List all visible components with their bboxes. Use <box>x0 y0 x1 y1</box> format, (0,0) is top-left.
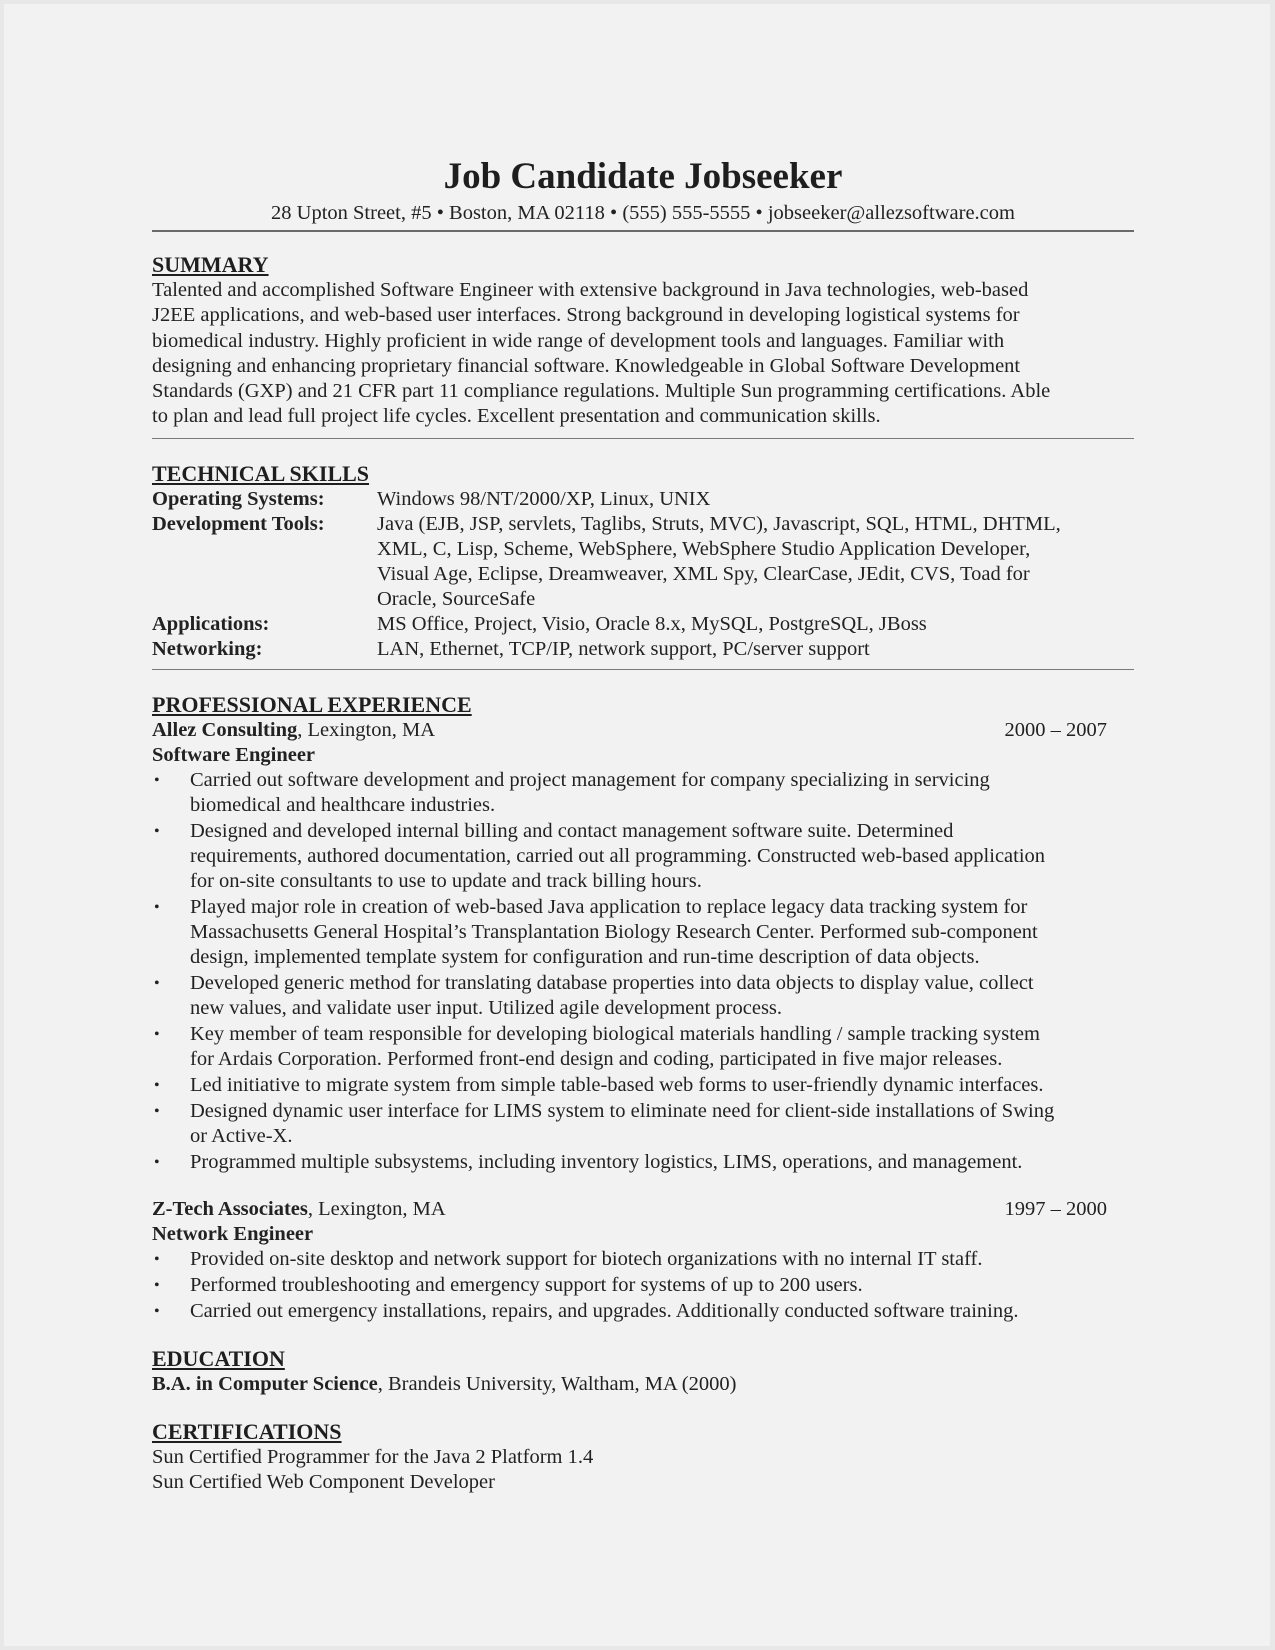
bullet-icon: • <box>154 1025 160 1043</box>
skill-value <box>377 487 1134 512</box>
bullet-icon: • <box>154 974 160 992</box>
skill-label: Operating Systems: <box>152 487 325 510</box>
bullet-line: Massachusetts General Hospital’s Transplantation Biology Research Center. Performed sub-component <box>190 920 1038 943</box>
experience-title: PROFESSIONAL EXPERIENCE <box>152 691 472 717</box>
bullet-line: Led initiative to migrate system from simple table-based web forms to user-friendly dynamic interfaces. <box>190 1073 1044 1096</box>
bullet-line: Designed dynamic user interface for LIMS system to eliminate need for client-side installations of Swing <box>190 1099 1055 1122</box>
job-dates: 2000 – 2007 <box>1004 718 1107 741</box>
list-item <box>152 819 1134 894</box>
job-employer <box>152 1197 446 1222</box>
bullet-line: for on-site consultants to use to update and track billing hours. <box>190 869 702 892</box>
job-bullets <box>152 768 1134 1175</box>
bullet-line: new values, and validate user input. Utilized agile development process. <box>190 996 783 1019</box>
bullet-icon: • <box>154 898 160 916</box>
bullet-icon: • <box>154 1102 160 1120</box>
bullet-line: or Active-X. <box>190 1124 293 1147</box>
skill-value <box>377 612 1134 637</box>
summary-line: to plan and lead full project life cycles. Excellent presentation and communication skills. <box>152 405 881 428</box>
bullet-icon: • <box>154 822 160 840</box>
skill-value-line: LAN, Ethernet, TCP/IP, network support, PC/server support <box>377 637 870 660</box>
list-item <box>152 1099 1134 1149</box>
bullet-icon: • <box>154 1302 160 1320</box>
skill-value-line: Windows 98/NT/2000/XP, Linux, UNIX <box>377 487 711 510</box>
skills-row-networking <box>152 637 1134 662</box>
certification-item: Sun Certified Web Component Developer <box>152 1470 495 1493</box>
job-location: , Lexington, MA <box>297 718 436 741</box>
summary-line: Standards (GXP) and 21 CFR part 11 compliance regulations. Multiple Sun programming certifications. Able <box>152 380 1051 403</box>
bullet-line: Carried out emergency installations, repairs, and upgrades. Additionally conducted software training. <box>190 1299 1019 1322</box>
resume-content <box>152 154 1134 1495</box>
list-item <box>152 895 1134 970</box>
resume-page <box>4 4 1270 1646</box>
summary-text <box>152 278 1134 430</box>
skills-row-dev-tools <box>152 512 1134 612</box>
skill-label: Applications: <box>152 612 270 635</box>
bullet-icon: • <box>154 1276 160 1294</box>
job-company: Z-Tech Associates <box>152 1197 308 1220</box>
skill-value <box>377 637 1134 662</box>
skills-row-os <box>152 487 1134 512</box>
job-entry <box>152 718 1134 1175</box>
bullet-line: Programmed multiple subsystems, including inventory logistics, LIMS, operations, and management. <box>190 1150 1023 1173</box>
candidate-name: Job Candidate Jobseeker <box>443 156 843 197</box>
bullet-line: Played major role in creation of web-based Java application to replace legacy data tracking system for <box>190 895 1028 918</box>
summary-title: SUMMARY <box>152 252 269 277</box>
skills-divider <box>152 669 1134 670</box>
job-role: Network Engineer <box>152 1222 314 1245</box>
header-divider <box>152 230 1134 232</box>
job-company: Allez Consulting <box>152 718 298 741</box>
summary-section <box>152 252 1134 439</box>
skill-value-line: Oracle, SourceSafe <box>377 587 536 610</box>
job-employer <box>152 718 435 743</box>
skill-value-line: XML, C, Lisp, Scheme, WebSphere, WebSphere Studio Application Developer, <box>377 537 1031 560</box>
summary-line: biomedical industry. Highly proficient in wide range of development tools and languages. Familiar with <box>152 329 1005 352</box>
list-item <box>152 1247 1134 1272</box>
education-detail: , Brandeis University, Waltham, MA (2000) <box>377 1372 737 1395</box>
bullet-line: design, implemented template system for configuration and run-time description of data objects. <box>190 945 980 968</box>
summary-line: Talented and accomplished Software Engineer with extensive background in Java technologies, web-based <box>152 279 1029 301</box>
bullet-icon: • <box>154 1076 160 1094</box>
skill-label: Networking: <box>152 637 263 660</box>
job-entry <box>152 1197 1134 1324</box>
experience-section <box>152 692 1134 1324</box>
bullet-line: biomedical and healthcare industries. <box>190 793 496 816</box>
education-section <box>152 1346 1134 1397</box>
list-item <box>152 1273 1134 1298</box>
skill-value-line: Visual Age, Eclipse, Dreamweaver, XML Spy, ClearCase, JEdit, CVS, Toad for <box>377 562 1030 585</box>
list-item <box>152 1073 1134 1098</box>
bullet-line: Carried out software development and project management for company specializing in servicing <box>190 768 990 791</box>
list-item <box>152 1022 1134 1072</box>
education-degree: B.A. in Computer Science <box>152 1372 378 1395</box>
job-dates: 1997 – 2000 <box>1004 1197 1107 1220</box>
skill-label: Development Tools: <box>152 512 325 535</box>
job-header <box>152 1197 1134 1222</box>
bullet-icon: • <box>154 1250 160 1268</box>
list-item <box>152 1299 1134 1324</box>
bullet-line: Designed and developed internal billing and contact management software suite. Determined <box>190 819 954 842</box>
skill-value-line: MS Office, Project, Visio, Oracle 8.x, MySQL, PostgreSQL, JBoss <box>377 612 927 635</box>
education-title: EDUCATION <box>152 1345 285 1371</box>
summary-divider <box>152 438 1134 439</box>
skills-title: TECHNICAL SKILLS <box>152 460 370 486</box>
summary-line: designing and enhancing proprietary financial software. Knowledgeable in Global Software Development <box>152 354 1021 377</box>
job-location: , Lexington, MA <box>307 1197 446 1220</box>
skills-section <box>152 461 1134 670</box>
bullet-line: Developed generic method for translating database properties into data objects to display value, collect <box>190 971 1034 994</box>
bullet-line: Performed troubleshooting and emergency support for systems of up to 200 users. <box>190 1273 863 1296</box>
bullet-icon: • <box>154 771 160 789</box>
list-item <box>152 768 1134 818</box>
certifications-title: CERTIFICATIONS <box>152 1418 342 1444</box>
contact-line: 28 Upton Street, #5 • Boston, MA 02118 • (555) 555-5555 • jobseeker@allezsoftware.com <box>271 202 1015 224</box>
skill-value <box>377 512 1134 612</box>
certification-item: Sun Certified Programmer for the Java 2 Platform 1.4 <box>152 1445 594 1468</box>
bullet-line: Key member of team responsible for developing biological materials handling / sample tracking system <box>190 1022 1040 1045</box>
bullet-line: Provided on-site desktop and network support for biotech organizations with no internal IT staff. <box>190 1247 983 1270</box>
skills-row-applications <box>152 612 1134 637</box>
bullet-line: for Ardais Corporation. Performed front-end design and coding, participated in five major releases. <box>190 1047 1003 1070</box>
bullet-icon: • <box>154 1153 160 1171</box>
skill-value-line: Java (EJB, JSP, servlets, Taglibs, Struts, MVC), Javascript, SQL, HTML, DHTML, <box>377 512 1061 535</box>
job-bullets <box>152 1247 1134 1324</box>
bullet-line: requirements, authored documentation, carried out all programming. Constructed web-based application <box>190 844 1046 867</box>
summary-line: J2EE applications, and web-based user interfaces. Strong background in developing logistical systems for <box>152 304 1020 327</box>
job-role: Software Engineer <box>152 743 316 766</box>
job-header <box>152 718 1134 743</box>
list-item <box>152 1150 1134 1175</box>
education-entry <box>152 1372 1134 1397</box>
list-item <box>152 971 1134 1021</box>
certifications-section <box>152 1419 1134 1495</box>
